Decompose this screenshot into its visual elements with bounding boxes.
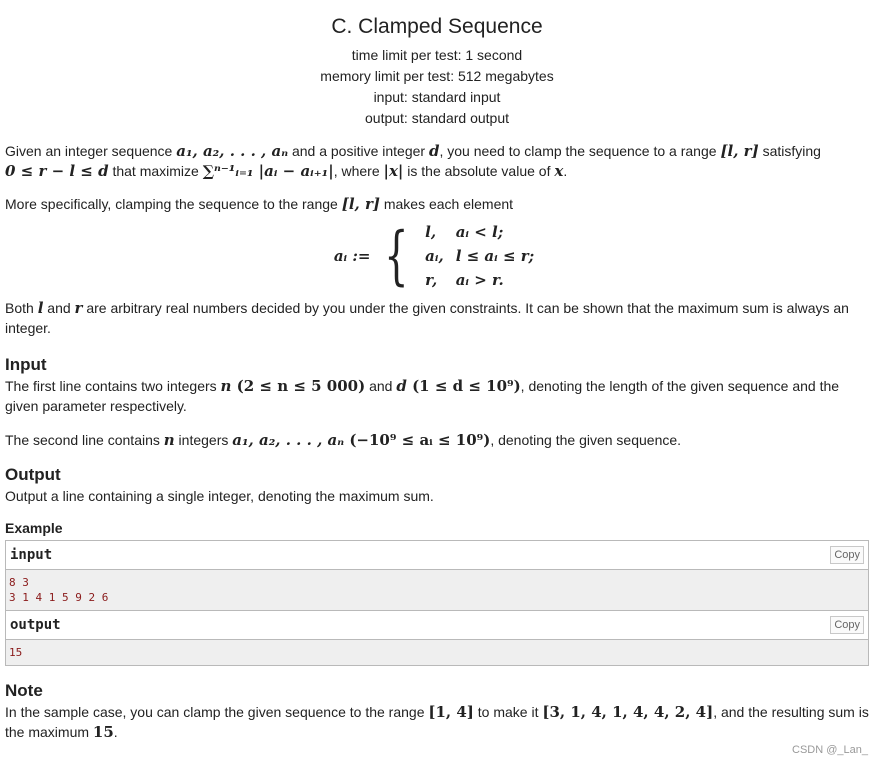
example-input-header [6, 541, 868, 570]
example-input-body [6, 570, 868, 610]
example-output-label: output [10, 617, 61, 633]
example-output-body [6, 640, 868, 665]
output-type: output: standard output [365, 110, 509, 126]
formula-lhs: aᵢ := [333, 247, 371, 265]
clamp-formula [5, 220, 869, 292]
problem-limits [5, 45, 869, 129]
watermark: CSDN @_Lan_ [792, 744, 868, 756]
output-section [5, 464, 869, 506]
input-type: input: standard input [373, 89, 501, 105]
input-line-2: The second line contains n integers a₁, a₂, . . . , aₙ (−10⁹ ≤ aᵢ ≤ 10⁹), denoting the given sequence. [5, 431, 682, 449]
copy-output-button[interactable]: Copy [830, 616, 864, 634]
formula-case: aᵢ, l ≤ aᵢ ≤ r; [425, 247, 535, 265]
copy-input-button[interactable]: Copy [830, 546, 864, 564]
statement-paragraph-2: More specifically, clamping the sequence to the range [l, r] makes each element [5, 195, 514, 213]
example-heading: Example [5, 520, 63, 536]
example-input-line: 8 3 [9, 576, 29, 589]
example-output-line: 15 [9, 646, 23, 659]
formula-case: l, aᵢ < l; [425, 223, 504, 241]
input-section [5, 354, 869, 450]
memory-limit: memory limit per test: 512 megabytes [320, 68, 554, 84]
note-heading: Note [5, 681, 43, 700]
example-output-header [6, 610, 868, 640]
formula-cases [419, 220, 540, 292]
problem-page [5, 0, 869, 742]
input-heading: Input [5, 355, 47, 374]
statement-paragraph-3: Both l and r are arbitrary real numbers decided by you under the given constraints. It can be shown that the maximum sum is always an integer. [5, 299, 849, 336]
output-heading: Output [5, 465, 61, 484]
example-input-line: 3 1 4 1 5 9 2 6 [9, 591, 109, 604]
formula-case: r, aᵢ > r. [425, 271, 504, 289]
note-text: In the sample case, you can clamp the given sequence to the range [1, 4] to make it [3, 1, 4, 1, 4, 4, 2, 4], and the resulting sum is the maximum 15. [5, 703, 869, 741]
left-brace: { [384, 219, 410, 293]
problem-statement [5, 141, 869, 338]
example-input-label: input [10, 547, 53, 563]
example-box [5, 540, 869, 666]
note-section [5, 680, 869, 742]
input-line-1: The first line contains two integers n (2 ≤ n ≤ 5 000) and d (1 ≤ d ≤ 10⁹), denoting the length of the given sequence and the given parameter respectively. [5, 377, 840, 414]
output-text: Output a line containing a single integer, denoting the maximum sum. [5, 488, 434, 504]
time-limit: time limit per test: 1 second [351, 47, 523, 63]
statement-paragraph-1: Given an integer sequence a₁, a₂, . . . , aₙ and a positive integer d, you need to clamp the sequence to a range [l, r] satisfying 0 ≤ r − l ≤ d that maximize ∑ⁿ⁻¹ᵢ₌₁ |aᵢ − aᵢ₊₁|, where |x| is the absolute value of x. [5, 142, 821, 180]
problem-title: C. Clamped Sequence [331, 15, 543, 38]
